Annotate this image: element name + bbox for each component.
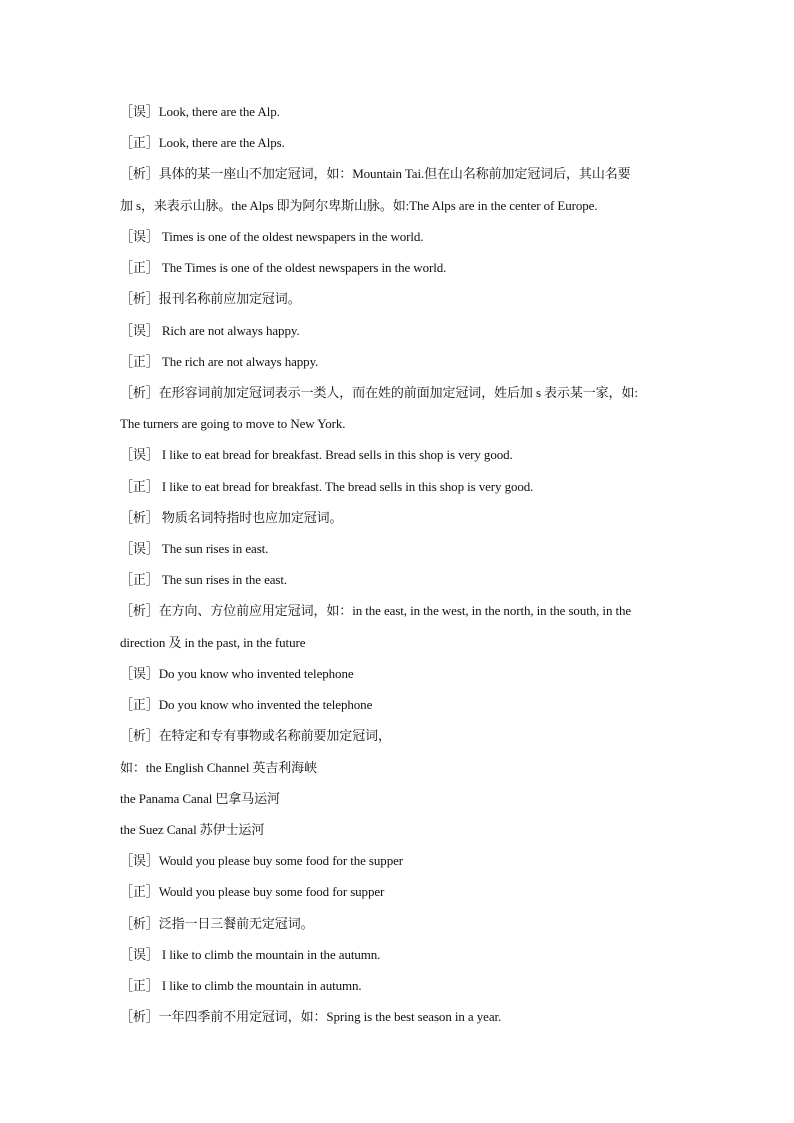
text-line: ［误］ I like to eat bread for breakfast. Bread sells in this shop is very good. — [120, 447, 513, 462]
text-line: ［析］在特定和专有事物或名称前要加定冠词， — [120, 728, 391, 743]
text-line: 加 s，来表示山脉。the Alps 即为阿尔卑斯山脉。如:The Alps are in the center of Europe. — [120, 198, 598, 213]
text-line: ［析］泛指一日三餐前无定冠词。 — [120, 916, 314, 931]
text-line: ［误］Do you know who invented telephone — [120, 666, 354, 681]
text-line: ［误］ Times is one of the oldest newspapers in the world. — [120, 229, 424, 244]
text-line: ［正］Look, there are the Alps. — [120, 135, 285, 150]
text-line: ［误］ Rich are not always happy. — [120, 323, 300, 338]
text-line: ［析］报刊名称前应加定冠词。 — [120, 291, 301, 306]
text-line: ［误］ I like to climb the mountain in the autumn. — [120, 947, 381, 962]
text-line: ［析］在形容词前加定冠词表示一类人，而在姓的前面加定冠词，姓后加 s 表示某一家，如: — [120, 385, 638, 400]
text-line: ［正］ The rich are not always happy. — [120, 354, 319, 369]
text-line: ［正］ The sun rises in the east. — [120, 572, 288, 587]
text-line: ［析］ 物质名词特指时也应加定冠词。 — [120, 510, 343, 525]
text-line: ［正］ I like to climb the mountain in autumn. — [120, 978, 362, 993]
text-line: ［析］具体的某一座山不加定冠词，如：Mountain Tai.但在山名称前加定冠词后，其山名要 — [120, 166, 631, 181]
text-line: ［正］Do you know who invented the telephone — [120, 697, 373, 712]
text-line: ［误］ The sun rises in east. — [120, 541, 269, 556]
text-line: The turners are going to move to New York. — [120, 416, 346, 431]
text-line: ［正］Would you please buy some food for supper — [120, 884, 385, 899]
text-line: 如：the English Channel 英吉利海峡 — [120, 760, 317, 775]
text-line: ［误］Would you please buy some food for the supper — [120, 853, 403, 868]
text-line: the Suez Canal 苏伊士运河 — [120, 822, 265, 837]
text-line: ［析］在方向、方位前应用定冠词，如：in the east, in the west, in the north, in the south, in the — [120, 603, 632, 618]
text-line: ［正］ The Times is one of the oldest newspapers in the world. — [120, 260, 447, 275]
text-line: the Panama Canal 巴拿马运河 — [120, 791, 280, 806]
text-line: ［正］ I like to eat bread for breakfast. The bread sells in this shop is very good. — [120, 479, 534, 494]
text-line: ［析］一年四季前不用定冠词，如：Spring is the best season in a year. — [120, 1009, 502, 1024]
text-line: direction 及 in the past, in the future — [120, 635, 306, 650]
text-line: ［误］Look, there are the Alp. — [120, 104, 280, 119]
